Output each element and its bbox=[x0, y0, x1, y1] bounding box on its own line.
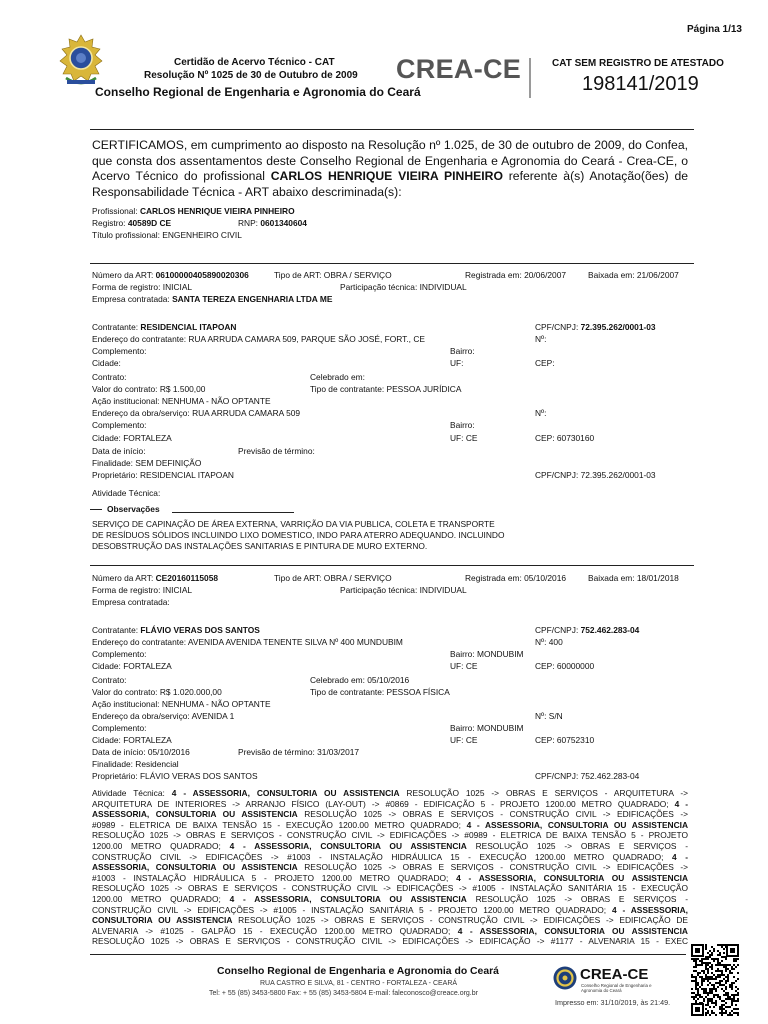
art1-activity: Atividade Técnica: bbox=[92, 488, 161, 498]
art1-owner-doc: CPF/CNPJ: 72.395.262/0001-03 bbox=[535, 470, 656, 480]
activity-line: Atividade Técnica: 4 - ASSESSORIA, CONSULTORIA OU ASSISTENCIA RESOLUÇÃO 1025 -> OBRAS E SERVIÇOS - ARQUITETURA -> bbox=[92, 788, 688, 798]
art1-client: Contratante: RESIDENCIAL ITAPOAN bbox=[92, 322, 237, 332]
art1-city: Cidade: bbox=[92, 358, 121, 368]
art1-number: Número da ART: 06100000405890020306 bbox=[92, 270, 249, 280]
art1-work-complement: Complemento: bbox=[92, 420, 147, 430]
activity-line: #1003 - INSTALAÇÃO HIDRÁULICA 5 - PROJETO 1200.00 METRO QUADRADO; 4 - ASSESSORIA, CONSULTORIA OU ASSISTENCIA bbox=[92, 872, 688, 883]
art2-neighborhood: Bairro: MONDUBIM bbox=[450, 649, 524, 659]
art1-work-uf: UF: CE bbox=[450, 433, 478, 443]
art2-closed: Baixada em: 18/01/2018 bbox=[588, 573, 679, 583]
art1-client-address: Endereço do contratante: RUA ARRUDA CAMARA 509, PARQUE SÃO JOSÉ, FORT., CE bbox=[92, 334, 425, 344]
art1-type: Tipo de ART: OBRA / SERVIÇO bbox=[274, 270, 392, 280]
council-name: Conselho Regional de Engenharia e Agronomia do Ceará bbox=[95, 85, 421, 99]
art2-end: Previsão de término: 31/03/2017 bbox=[238, 747, 360, 757]
footer-brand: CREA-CE bbox=[580, 966, 649, 983]
art2-activity-text bbox=[92, 788, 688, 950]
activity-line: RESOLUÇÃO 1025 -> OBRAS E SERVIÇOS - CONSTRUÇÃO CIVIL -> EDIFICAÇÕES -> EDIFICAÇÃO -> #1177 - ALVENARIA 15 - EXEC bbox=[92, 936, 688, 947]
art2-work-complement: Complemento: bbox=[92, 723, 147, 733]
cat-type: CAT SEM REGISTRO DE ATESTADO bbox=[552, 58, 724, 69]
print-timestamp: Impresso em: 31/10/2019, às 21:49. bbox=[555, 998, 671, 1007]
art2-start: Data de início: 05/10/2016 bbox=[92, 747, 190, 757]
art2-work-neighborhood: Bairro: MONDUBIM bbox=[450, 723, 524, 733]
observations-title: Observações bbox=[107, 504, 160, 514]
professional-line: Profissional: CARLOS HENRIQUE VIEIRA PINHEIRO bbox=[92, 206, 295, 216]
art2-owner-doc: CPF/CNPJ: 752.462.283-04 bbox=[535, 771, 640, 781]
art1-participation: Participação técnica: INDIVIDUAL bbox=[340, 282, 467, 292]
art1-celebrated: Celebrado em: bbox=[310, 372, 365, 382]
art1-work-city: Cidade: FORTALEZA bbox=[92, 433, 172, 443]
art2-celebrated: Celebrado em: 05/10/2016 bbox=[310, 675, 410, 685]
art2-contractor-type: Tipo de contratante: PESSOA FÍSICA bbox=[310, 687, 450, 697]
obs-rule-left bbox=[90, 509, 102, 510]
brazil-coat-of-arms-icon bbox=[58, 34, 104, 88]
obs-line-1: SERVIÇO DE CAPINAÇÃO DE ÁREA EXTERNA, VARRIÇÃO DA VIA PUBLICA, COLETA E TRANSPORTE bbox=[92, 519, 495, 529]
art1-form: Forma de registro: INICIAL bbox=[92, 282, 193, 292]
section-rule bbox=[90, 263, 694, 264]
footer-address: RUA CASTRO E SILVA, 81 - CENTRO - FORTALEZA - CEARÁ bbox=[260, 980, 458, 987]
obs-line-2: DE RESÍDUOS SÓLIDOS INCLUINDO LIXO DOMESTICO, INDO PARA ATERRO ADEQUANDO. INCLUINDO bbox=[92, 530, 505, 540]
art2-city: Cidade: FORTALEZA bbox=[92, 661, 172, 671]
professional-name-inline: CARLOS HENRIQUE VIEIRA PINHEIRO bbox=[270, 169, 503, 184]
art1-work-cep: CEP: 60730160 bbox=[535, 433, 595, 443]
art1-client-number: Nº: bbox=[535, 334, 547, 344]
activity-line: ASSESSORIA, CONSULTORIA OU ASSISTENCIA RESOLUÇÃO 1025 -> OBRAS E SERVIÇOS - CONSTRUÇÃO CIVIL -> EDIFICAÇÕES -> bbox=[92, 809, 688, 820]
footer-council-name: Conselho Regional de Engenharia e Agronomia do Ceará bbox=[217, 966, 499, 977]
art1-work-address: Endereço da obra/serviço: RUA ARRUDA CAMARA 509 bbox=[92, 408, 301, 418]
art1-closed: Baixada em: 21/06/2007 bbox=[588, 270, 679, 280]
activity-line: 1200.00 METRO QUADRADO; 4 - ASSESSORIA, CONSULTORIA OU ASSISTENCIA RESOLUÇÃO 1025 -> OBRAS E SERVIÇOS - bbox=[92, 893, 688, 904]
activity-line: CONSTRUÇÃO CIVIL -> EDIFICAÇÕES -> #1005 - INSTALAÇÃO SANITÁRIA 5 - PROJETO 1200.00 METRO QUADRADO; 4 - ASSESSORIA, bbox=[92, 904, 688, 915]
art1-purpose: Finalidade: SEM DEFINIÇÃO bbox=[92, 458, 202, 468]
header-rule bbox=[90, 129, 694, 130]
obs-line-3: DESOBSTRUÇÃO DAS INSTALAÇÕES SANITARIAS E PINTURA DE MURO EXTERNO. bbox=[92, 541, 428, 551]
art1-client-doc: CPF/CNPJ: 72.395.262/0001-03 bbox=[535, 322, 656, 332]
resolution-text: Resolução Nº 1025 de 30 de Outubro de 2009 bbox=[144, 70, 358, 81]
art1-contract: Contrato: bbox=[92, 372, 127, 382]
art2-number: Número da ART: CE20160115058 bbox=[92, 573, 219, 583]
art2-institutional: Ação institucional: NENHUMA - NÃO OPTANTE bbox=[92, 699, 271, 709]
art2-client-doc: CPF/CNPJ: 752.462.283-04 bbox=[535, 625, 640, 635]
registration-line: Registro: 40589D CE bbox=[92, 218, 172, 228]
art2-complement: Complemento: bbox=[92, 649, 147, 659]
qr-code-icon bbox=[690, 943, 740, 1017]
activity-line: RESOLUÇÃO 1025 -> OBRAS E SERVIÇOS - CONSTRUÇÃO CIVIL -> EDIFICAÇÕES -> #0989 - ELETRICA DE BAIXA TENSÃO 5 - PROJETO bbox=[92, 830, 688, 841]
professional-title-line: Título profissional: ENGENHEIRO CIVIL bbox=[92, 230, 242, 240]
activity-line: RESOLUÇÃO 1025 -> OBRAS E SERVIÇOS - CONSTRUÇÃO CIVIL -> EDIFICAÇÕES -> #1005 - INSTALAÇÃO SANITÁRIA 15 - EXECUÇÃO bbox=[92, 883, 688, 894]
footer-brand-sub: Conselho Regional de Engenharia e Agronomia do Ceará bbox=[581, 983, 652, 993]
footer-rule bbox=[90, 954, 686, 955]
art2-work-number: Nº: S/N bbox=[535, 711, 563, 721]
art2-work-address: Endereço da obra/serviço: AVENIDA 1 bbox=[92, 711, 235, 721]
art2-client: Contratante: FLÁVIO VERAS DOS SANTOS bbox=[92, 625, 260, 635]
rnp-line: RNP: 0601340604 bbox=[238, 218, 307, 228]
art2-owner: Proprietário: FLÁVIO VERAS DOS SANTOS bbox=[92, 771, 258, 781]
art1-registered: Registrada em: 20/06/2007 bbox=[465, 270, 567, 280]
art2-client-address: Endereço do contratante: AVENIDA AVENIDA TENENTE SILVA Nº 400 MUNDUBIM bbox=[92, 637, 403, 647]
art2-purpose: Finalidade: Residencial bbox=[92, 759, 179, 769]
art1-end: Previsão de término: bbox=[238, 446, 315, 456]
activity-line: CONSULTORIA OU ASSISTENCIA RESOLUÇÃO 1025 -> OBRAS E SERVIÇOS - CONSTRUÇÃO CIVIL -> EDIFICAÇÕES -> EDIFICAÇÃO DE bbox=[92, 915, 688, 926]
art1-work-neighborhood: Bairro: bbox=[450, 420, 475, 430]
activity-line: #0989 - ELETRICA DE BAIXA TENSÃO 15 - EXECUÇÃO 1200.00 METRO QUADRADO; 4 - ASSESSORIA, CONSULTORIA OU ASSISTENCIA bbox=[92, 819, 688, 830]
art2-form: Forma de registro: INICIAL bbox=[92, 585, 193, 595]
art2-company: Empresa contratada: bbox=[92, 597, 170, 607]
crea-logo-icon bbox=[553, 966, 577, 990]
header-divider bbox=[529, 58, 531, 98]
activity-line: ALVENARIA -> #1025 - GALPÃO 15 - EXECUÇÃO 1200.00 METRO QUADRADO; 4 - ASSESSORIA, CONSULTORIA OU ASSISTENCIA bbox=[92, 925, 688, 936]
art2-type: Tipo de ART: OBRA / SERVIÇO bbox=[274, 573, 392, 583]
art2-value: Valor do contrato: R$ 1.020.000,00 bbox=[92, 687, 222, 697]
art2-contract: Contrato: bbox=[92, 675, 127, 685]
cert-title: Certidão de Acervo Técnico - CAT bbox=[174, 57, 335, 68]
art1-institutional: Ação institucional: NENHUMA - NÃO OPTANTE bbox=[92, 396, 271, 406]
art2-work-uf: UF: CE bbox=[450, 735, 478, 745]
art1-neighborhood: Bairro: bbox=[450, 346, 475, 356]
art2-uf: UF: CE bbox=[450, 661, 478, 671]
cat-number: 198141/2019 bbox=[582, 73, 699, 95]
art2-work-cep: CEP: 60752310 bbox=[535, 735, 595, 745]
activity-line: CONSTRUÇÃO CIVIL -> EDIFICAÇÕES -> #1003 - INSTALAÇÃO HIDRÁULICA 15 - EXECUÇÃO 1200.00 METRO QUADRADO; 4 - bbox=[92, 851, 688, 862]
section-rule bbox=[90, 565, 694, 566]
art1-owner: Proprietário: RESIDENCIAL ITAPOAN bbox=[92, 470, 234, 480]
art1-complement: Complemento: bbox=[92, 346, 147, 356]
activity-line: ARQUITETURA DE INTERIORES -> ARRANJO FÍSICO (LAY-OUT) -> #0869 - EDIFICAÇÃO 5 - PROJETO 1200.00 METRO QUADRADO; 4 - bbox=[92, 798, 688, 809]
art1-work-number: Nº: bbox=[535, 408, 547, 418]
obs-rule-right bbox=[172, 512, 294, 513]
art1-contractor-type: Tipo de contratante: PESSOA JURÍDICA bbox=[310, 384, 462, 394]
footer-contact: Tel: + 55 (85) 3453-5800 Fax: + 55 (85) 3453-5804 E-mail: faleconosco@creace.org.br bbox=[209, 990, 478, 997]
art2-cep: CEP: 60000000 bbox=[535, 661, 595, 671]
activity-line: ASSESSORIA, CONSULTORIA OU ASSISTENCIA RESOLUÇÃO 1025 -> OBRAS E SERVIÇOS - CONSTRUÇÃO CIVIL -> EDIFICAÇÕES -> bbox=[92, 862, 688, 873]
art2-client-number: Nº: 400 bbox=[535, 637, 563, 647]
art1-uf: UF: bbox=[450, 358, 464, 368]
brand-title: CREA-CE bbox=[396, 54, 522, 84]
art1-company: Empresa contratada: SANTA TEREZA ENGENHARIA LTDA ME bbox=[92, 294, 333, 304]
art1-cep: CEP: bbox=[535, 358, 555, 368]
art2-participation: Participação técnica: INDIVIDUAL bbox=[340, 585, 467, 595]
intro-paragraph: CERTIFICAMOS, em cumprimento ao disposto na Resolução nº 1.025, de 30 de outubro de 2009, do Confea, que consta dos assentamentos deste Conselho Regional de Engenharia e Agronomia do Ceará - Crea-CE, o Acervo Técnico do profissional CARLOS HENRIQUE VIEIRA PINHEIRO referente à(s) Anotação(ões) de Responsabilidade Técnica - ART abaixo descriminada(s): bbox=[92, 138, 688, 199]
art2-registered: Registrada em: 05/10/2016 bbox=[465, 573, 567, 583]
art1-start: Data de início: bbox=[92, 446, 146, 456]
activity-line: 1200.00 METRO QUADRADO; 4 - ASSESSORIA, CONSULTORIA OU ASSISTENCIA RESOLUÇÃO 1025 -> OBRAS E SERVIÇOS - bbox=[92, 840, 688, 851]
art2-work-city: Cidade: FORTALEZA bbox=[92, 735, 172, 745]
page-number: Página 1/13 bbox=[686, 24, 742, 35]
art1-value: Valor do contrato: R$ 1.500,00 bbox=[92, 384, 206, 394]
